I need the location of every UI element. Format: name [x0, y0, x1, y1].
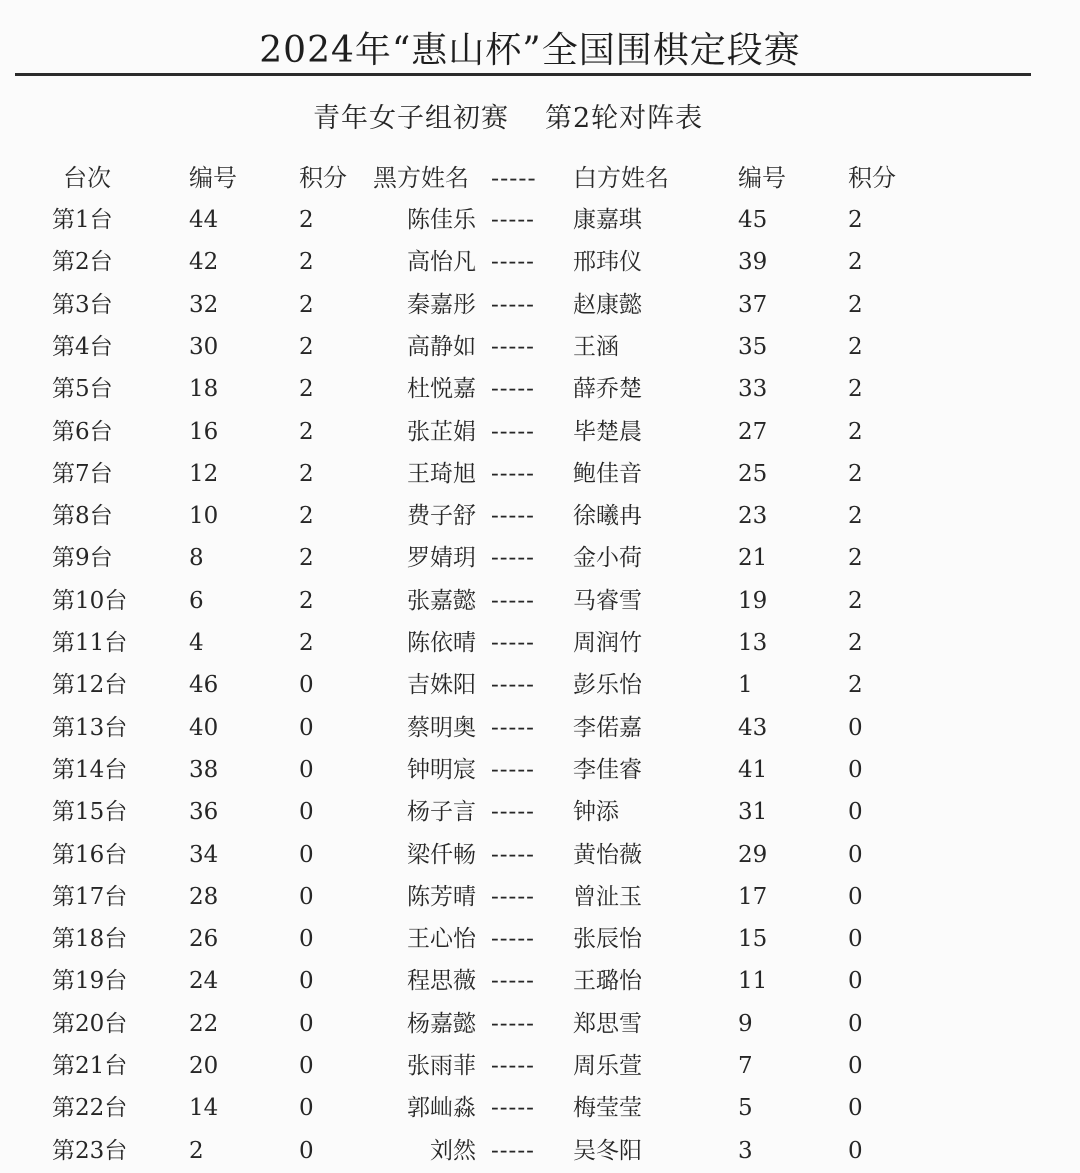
separator-cell: ----- [491, 503, 535, 529]
black-number-cell: 12 [189, 461, 219, 487]
board-cell: 第23台 [52, 1138, 128, 1164]
white-points-cell: 0 [848, 968, 863, 994]
black-points-cell: 0 [299, 672, 314, 698]
board-cell: 第19台 [52, 968, 128, 994]
separator-cell: ----- [491, 419, 535, 445]
black-number-cell: 20 [189, 1053, 219, 1079]
white-points-cell: 0 [848, 884, 863, 910]
black-number-cell: 22 [189, 1011, 219, 1037]
white-points-cell: 2 [848, 376, 863, 402]
white-points-cell: 0 [848, 757, 863, 783]
white-number-cell: 19 [738, 588, 768, 614]
separator-cell: ----- [491, 461, 535, 487]
white-number-cell: 21 [738, 545, 768, 571]
pairing-row [0, 200, 1080, 240]
separator-cell: ----- [491, 1053, 535, 1079]
white-points-cell: 2 [848, 292, 863, 318]
pairing-row [0, 1131, 1080, 1171]
black-points-cell: 2 [299, 292, 314, 318]
black-name-cell: 郭屾淼 [407, 1095, 476, 1121]
pairing-row [0, 242, 1080, 282]
black-number-cell: 34 [189, 842, 219, 868]
white-points-cell: 0 [848, 715, 863, 741]
white-points-cell: 2 [848, 249, 863, 275]
white-name-cell: 钟添 [573, 799, 619, 825]
board-cell: 第5台 [52, 376, 113, 402]
black-name-cell: 杜悦嘉 [407, 376, 476, 402]
black-number-cell: 26 [189, 926, 219, 952]
white-number-cell: 1 [738, 672, 753, 698]
black-number-cell: 36 [189, 799, 219, 825]
black-points-cell: 2 [299, 207, 314, 233]
pairing-row [0, 792, 1080, 832]
black-number-cell: 14 [189, 1095, 219, 1121]
pairing-row [0, 327, 1080, 367]
black-points-cell: 0 [299, 1011, 314, 1037]
black-number-cell: 40 [189, 715, 219, 741]
header-white-name: 白方姓名 [573, 164, 669, 192]
black-number-cell: 42 [189, 249, 219, 275]
black-points-cell: 0 [299, 1095, 314, 1121]
white-points-cell: 2 [848, 630, 863, 656]
separator-cell: ----- [491, 249, 535, 275]
black-name-cell: 张雨菲 [407, 1053, 476, 1079]
black-number-cell: 4 [189, 630, 204, 656]
separator-cell: ----- [491, 757, 535, 783]
black-points-cell: 0 [299, 842, 314, 868]
black-name-cell: 杨子言 [407, 799, 476, 825]
white-name-cell: 毕楚晨 [573, 419, 642, 445]
white-number-cell: 9 [738, 1011, 753, 1037]
separator-cell: ----- [491, 799, 535, 825]
white-number-cell: 35 [738, 334, 768, 360]
separator-cell: ----- [491, 968, 535, 994]
header-black-no: 编号 [189, 164, 237, 192]
black-number-cell: 2 [189, 1138, 204, 1164]
white-name-cell: 郑思雪 [573, 1011, 642, 1037]
header-board: 台次 [63, 164, 111, 192]
board-cell: 第7台 [52, 461, 113, 487]
board-cell: 第16台 [52, 842, 128, 868]
black-number-cell: 46 [189, 672, 219, 698]
board-cell: 第3台 [52, 292, 113, 318]
white-points-cell: 2 [848, 461, 863, 487]
black-points-cell: 2 [299, 461, 314, 487]
black-name-cell: 蔡明奥 [407, 715, 476, 741]
black-number-cell: 10 [189, 503, 219, 529]
white-number-cell: 23 [738, 503, 768, 529]
black-number-cell: 28 [189, 884, 219, 910]
white-name-cell: 康嘉琪 [573, 207, 642, 233]
black-name-cell: 陈佳乐 [407, 207, 476, 233]
pairing-row [0, 1046, 1080, 1086]
black-number-cell: 6 [189, 588, 204, 614]
board-cell: 第15台 [52, 799, 128, 825]
black-name-cell: 王琦旭 [407, 461, 476, 487]
pairing-row [0, 581, 1080, 621]
black-name-cell: 梁仟畅 [407, 842, 476, 868]
black-name-cell: 高静如 [407, 334, 476, 360]
white-name-cell: 薛乔楚 [573, 376, 642, 402]
white-points-cell: 0 [848, 1053, 863, 1079]
white-points-cell: 0 [848, 1138, 863, 1164]
separator-cell: ----- [491, 545, 535, 571]
header-black-pts: 积分 [299, 164, 347, 192]
board-cell: 第22台 [52, 1095, 128, 1121]
black-points-cell: 2 [299, 545, 314, 571]
board-cell: 第2台 [52, 249, 113, 275]
white-points-cell: 2 [848, 503, 863, 529]
white-number-cell: 5 [738, 1095, 753, 1121]
white-number-cell: 3 [738, 1138, 753, 1164]
black-name-cell: 张芷娟 [407, 419, 476, 445]
black-name-cell: 吉姝阳 [407, 672, 476, 698]
white-points-cell: 0 [848, 926, 863, 952]
white-number-cell: 39 [738, 249, 768, 275]
board-cell: 第6台 [52, 419, 113, 445]
board-cell: 第14台 [52, 757, 128, 783]
black-points-cell: 2 [299, 249, 314, 275]
black-number-cell: 8 [189, 545, 204, 571]
header-separator: ----- [491, 164, 537, 192]
pairing-row [0, 285, 1080, 325]
board-cell: 第12台 [52, 672, 128, 698]
white-number-cell: 43 [738, 715, 768, 741]
board-cell: 第18台 [52, 926, 128, 952]
black-number-cell: 18 [189, 376, 219, 402]
white-name-cell: 鲍佳音 [573, 461, 642, 487]
black-name-cell: 张嘉懿 [407, 588, 476, 614]
pairing-row [0, 750, 1080, 790]
pairing-row [0, 919, 1080, 959]
white-number-cell: 33 [738, 376, 768, 402]
black-points-cell: 0 [299, 884, 314, 910]
header-white-no: 编号 [738, 164, 786, 192]
pairing-row [0, 496, 1080, 536]
black-name-cell: 秦嘉彤 [407, 292, 476, 318]
subtitle-round: 第2轮对阵表 [545, 103, 704, 134]
black-points-cell: 2 [299, 630, 314, 656]
white-name-cell: 王璐怡 [573, 968, 642, 994]
white-name-cell: 邢玮仪 [573, 249, 642, 275]
white-name-cell: 黄怡薇 [573, 842, 642, 868]
black-number-cell: 24 [189, 968, 219, 994]
white-name-cell: 徐曦冉 [573, 503, 642, 529]
white-name-cell: 周润竹 [573, 630, 642, 656]
white-name-cell: 曾沚玉 [573, 884, 642, 910]
white-number-cell: 41 [738, 757, 768, 783]
white-number-cell: 25 [738, 461, 768, 487]
black-name-cell: 程思薇 [407, 968, 476, 994]
white-number-cell: 31 [738, 799, 768, 825]
header-white-pts: 积分 [848, 164, 896, 192]
black-name-cell: 陈依晴 [407, 630, 476, 656]
black-points-cell: 2 [299, 588, 314, 614]
white-name-cell: 金小荷 [573, 545, 642, 571]
white-points-cell: 2 [848, 588, 863, 614]
page-title: 2024年“惠山杯”全国围棋定段赛 [259, 30, 801, 71]
separator-cell: ----- [491, 1095, 535, 1121]
separator-cell: ----- [491, 884, 535, 910]
board-cell: 第17台 [52, 884, 128, 910]
black-points-cell: 2 [299, 376, 314, 402]
white-points-cell: 0 [848, 1095, 863, 1121]
white-number-cell: 7 [738, 1053, 753, 1079]
black-name-cell: 费子舒 [407, 503, 476, 529]
black-name-cell: 刘然 [430, 1138, 476, 1164]
separator-cell: ----- [491, 1011, 535, 1037]
black-name-cell: 陈芳晴 [407, 884, 476, 910]
white-points-cell: 0 [848, 799, 863, 825]
white-points-cell: 2 [848, 334, 863, 360]
white-points-cell: 2 [848, 672, 863, 698]
white-number-cell: 27 [738, 419, 768, 445]
pairing-row [0, 412, 1080, 452]
white-points-cell: 2 [848, 419, 863, 445]
pairing-row [0, 538, 1080, 578]
separator-cell: ----- [491, 207, 535, 233]
white-name-cell: 李佳睿 [573, 757, 642, 783]
pairing-row [0, 454, 1080, 494]
white-points-cell: 2 [848, 545, 863, 571]
pairing-row [0, 708, 1080, 748]
black-name-cell: 高怡凡 [407, 249, 476, 275]
white-number-cell: 11 [738, 968, 768, 994]
pairing-row [0, 623, 1080, 663]
black-points-cell: 2 [299, 503, 314, 529]
white-points-cell: 0 [848, 842, 863, 868]
black-points-cell: 0 [299, 799, 314, 825]
black-name-cell: 钟明宸 [407, 757, 476, 783]
white-number-cell: 15 [738, 926, 768, 952]
pairing-row [0, 665, 1080, 705]
black-points-cell: 0 [299, 715, 314, 741]
black-number-cell: 32 [189, 292, 219, 318]
board-cell: 第1台 [52, 207, 113, 233]
board-cell: 第13台 [52, 715, 128, 741]
separator-cell: ----- [491, 292, 535, 318]
pairing-row [0, 369, 1080, 409]
subtitle-group: 青年女子组初赛 [313, 103, 509, 134]
white-name-cell: 周乐萱 [573, 1053, 642, 1079]
black-points-cell: 0 [299, 757, 314, 783]
white-number-cell: 17 [738, 884, 768, 910]
separator-cell: ----- [491, 926, 535, 952]
black-number-cell: 16 [189, 419, 219, 445]
black-points-cell: 0 [299, 1138, 314, 1164]
board-cell: 第10台 [52, 588, 128, 614]
black-name-cell: 罗婧玥 [407, 545, 476, 571]
white-number-cell: 13 [738, 630, 768, 656]
pairing-row [0, 1088, 1080, 1128]
separator-cell: ----- [491, 334, 535, 360]
white-number-cell: 45 [738, 207, 768, 233]
pairing-row [0, 877, 1080, 917]
black-points-cell: 0 [299, 968, 314, 994]
separator-cell: ----- [491, 376, 535, 402]
table-header [0, 158, 1080, 198]
title-divider [15, 73, 1031, 76]
separator-cell: ----- [491, 630, 535, 656]
separator-cell: ----- [491, 672, 535, 698]
pairing-row [0, 961, 1080, 1001]
black-name-cell: 王心怡 [407, 926, 476, 952]
black-number-cell: 38 [189, 757, 219, 783]
pairing-row [0, 835, 1080, 875]
board-cell: 第4台 [52, 334, 113, 360]
white-name-cell: 梅莹莹 [573, 1095, 642, 1121]
white-points-cell: 2 [848, 207, 863, 233]
white-name-cell: 张辰怡 [573, 926, 642, 952]
black-name-cell: 杨嘉懿 [407, 1011, 476, 1037]
black-number-cell: 44 [189, 207, 219, 233]
separator-cell: ----- [491, 842, 535, 868]
separator-cell: ----- [491, 715, 535, 741]
black-points-cell: 2 [299, 419, 314, 445]
separator-cell: ----- [491, 1138, 535, 1164]
white-name-cell: 马睿雪 [573, 588, 642, 614]
black-points-cell: 2 [299, 334, 314, 360]
board-cell: 第21台 [52, 1053, 128, 1079]
white-name-cell: 李偌嘉 [573, 715, 642, 741]
white-number-cell: 29 [738, 842, 768, 868]
header-black-name: 黑方姓名 [373, 164, 469, 192]
pairing-row [0, 1004, 1080, 1044]
black-points-cell: 0 [299, 926, 314, 952]
white-name-cell: 吴冬阳 [573, 1138, 642, 1164]
separator-cell: ----- [491, 588, 535, 614]
white-name-cell: 彭乐怡 [573, 672, 642, 698]
white-name-cell: 赵康懿 [573, 292, 642, 318]
board-cell: 第8台 [52, 503, 113, 529]
board-cell: 第9台 [52, 545, 113, 571]
white-number-cell: 37 [738, 292, 768, 318]
white-name-cell: 王涵 [573, 334, 619, 360]
black-number-cell: 30 [189, 334, 219, 360]
board-cell: 第11台 [52, 630, 128, 656]
white-points-cell: 0 [848, 1011, 863, 1037]
board-cell: 第20台 [52, 1011, 128, 1037]
black-points-cell: 0 [299, 1053, 314, 1079]
